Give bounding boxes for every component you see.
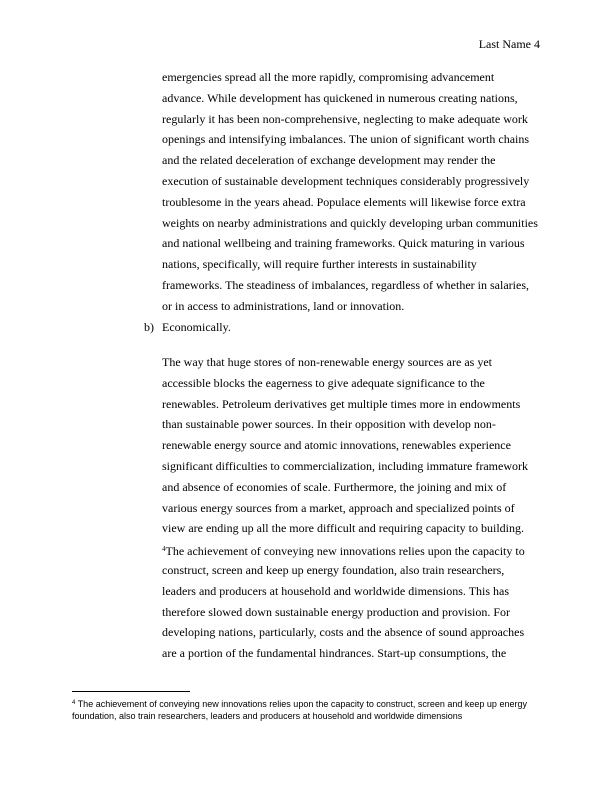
text-line: leaders and producers at household and worldwide dimensions. This has bbox=[162, 583, 510, 598]
list-item-economically bbox=[144, 317, 231, 338]
footnote-number: 4 bbox=[72, 700, 76, 706]
text-line: significant difficulties to commercialization, including immature framework bbox=[162, 458, 528, 473]
text-line: accessible blocks the eagerness to give adequate significance to the bbox=[162, 375, 485, 390]
footnote-reference[interactable]: 4 bbox=[162, 545, 166, 554]
text-line: therefore slowed down sustainable energy production and provision. For bbox=[162, 604, 511, 619]
text-line: weights on nearby administrations and quickly developing urban communities bbox=[162, 215, 538, 230]
text-line: are a portion of the fundamental hindrances. Start-up consumptions, the bbox=[162, 646, 507, 661]
text-line: renewables. Petroleum derivatives get multiple times more in endowments bbox=[162, 396, 521, 411]
text-line: or in access to administrations, land or innovation. bbox=[162, 298, 405, 313]
footnote-line bbox=[72, 697, 542, 710]
text-line: advance. While development has quickened in numerous creating nations, bbox=[162, 90, 518, 105]
text-line: and national wellbeing and training frameworks. Quick maturing in various bbox=[162, 236, 525, 251]
text-line-content: The achievement of conveying new innovations relies upon the capacity to bbox=[165, 544, 525, 559]
text-line: renewable energy source and atomic innovations, renewables experience bbox=[162, 438, 511, 453]
footnote-separator bbox=[72, 691, 190, 692]
text-line: regularly it has been non-comprehensive, neglecting to make adequate work bbox=[162, 111, 528, 126]
running-head: Last Name 4 bbox=[478, 37, 540, 51]
list-item-text: Economically. bbox=[162, 320, 231, 334]
footnote-text: The achievement of conveying new innovations relies upon the capacity to construct, screen and keep up energy bbox=[77, 699, 527, 709]
footnote-line: foundation, also train researchers, leaders and producers at household and worldwide dimensions bbox=[72, 711, 463, 721]
body-paragraph-1 bbox=[162, 67, 540, 317]
body-paragraph-2 bbox=[162, 352, 540, 664]
text-line: than sustainable power sources. In their opposition with develop non- bbox=[162, 417, 496, 432]
list-marker: b) bbox=[144, 320, 154, 334]
text-line: troublesome in the years ahead. Populace elements will likewise force extra bbox=[162, 194, 526, 209]
text-line: developing nations, particularly, costs and the absence of sound approaches bbox=[162, 625, 525, 640]
footnote bbox=[72, 697, 542, 722]
text-line-with-footnote-ref bbox=[162, 539, 540, 560]
text-line: various energy sources from a market, approach and specialized points of bbox=[162, 500, 515, 515]
text-line: openings and intensifying imbalances. The union of significant worth chains bbox=[162, 132, 530, 147]
text-line: The way that huge stores of non-renewable energy sources are as yet bbox=[162, 355, 492, 369]
text-line: view are ending up all the more difficult and requiring capacity to building. bbox=[162, 521, 525, 536]
text-line: nations, specifically, will require further interests in sustainability bbox=[162, 257, 477, 272]
text-line: and absence of economies of scale. Furthermore, the joining and mix of bbox=[162, 479, 507, 494]
text-line: frameworks. The steadiness of imbalances, regardless of whether in salaries, bbox=[162, 277, 529, 292]
text-line: execution of sustainable development techniques considerably progressively bbox=[162, 173, 530, 188]
text-line: emergencies spread all the more rapidly, compromising advancement bbox=[162, 70, 495, 84]
text-line: and the related deceleration of exchange development may render the bbox=[162, 153, 496, 168]
text-line: construct, screen and keep up energy foundation, also train researchers, bbox=[162, 562, 505, 577]
